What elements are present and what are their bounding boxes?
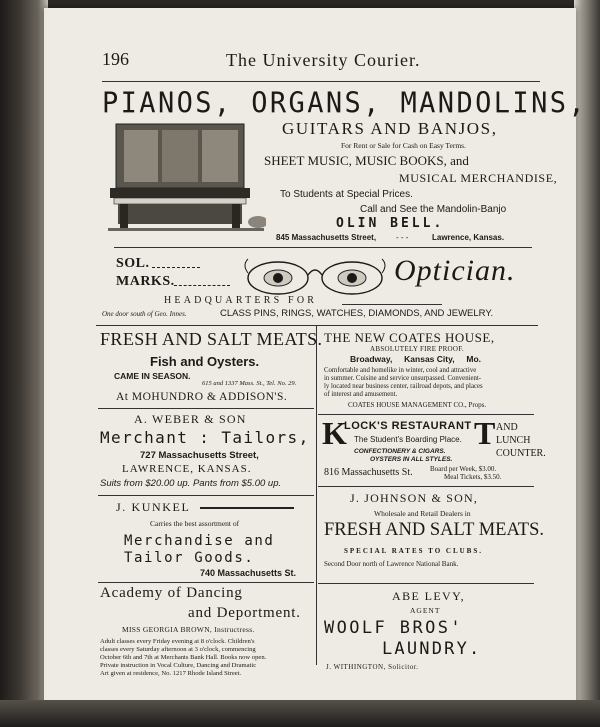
music-city: Lawrence, Kansas.	[432, 233, 505, 242]
klock-and: AND	[496, 422, 518, 433]
levy-firm: WOOLF BROS'	[324, 618, 463, 638]
adjacent-page-edge	[0, 0, 48, 727]
column-divider	[316, 325, 317, 665]
divider-rule	[318, 414, 534, 415]
levy-solicitor: J. WITHINGTON, Solicitor.	[326, 663, 419, 671]
header-rule	[102, 81, 540, 82]
klock-name: LOCK'S RESTAURANT	[344, 420, 472, 432]
optician-name-marks: MARKS.	[116, 274, 175, 289]
klock-tagline: The Student's Boarding Place.	[354, 435, 462, 444]
weber-address: 727 Massachusetts Street,	[140, 450, 259, 461]
johnson-headline: FRESH AND SALT MEATS.	[324, 520, 545, 540]
academy-p2: classes every Saturday afternoon at 3 o'clock, commencing	[100, 646, 256, 653]
kunkel-line1: Merchandise and	[124, 533, 275, 549]
kunkel-rule	[200, 507, 294, 509]
music-proprietor: OLIN BELL.	[336, 216, 445, 231]
book-bottom-shadow	[0, 700, 600, 727]
klock-oysters: OYSTERS IN ALL STYLES.	[370, 456, 453, 463]
levy-agent: AGENT	[410, 606, 441, 615]
music-line-mandolin: Call and See the Mandolin-Banjo	[360, 204, 507, 215]
optician-title: Optician.	[394, 254, 516, 287]
coates-location: Broadway, Kansas City, Mo.	[350, 354, 481, 364]
kunkel-carries: Carries the best assortment of	[150, 519, 240, 528]
weber-trade: Merchant : Tailors,	[100, 428, 310, 447]
divider-rule	[96, 325, 538, 326]
klock-board: Board per Week, $3.00.	[430, 465, 497, 473]
johnson-dealers: Wholesale and Retail Dealers in	[374, 509, 471, 518]
meats-season: CAME IN SEASON.	[114, 371, 191, 381]
eyeglasses-icon	[240, 255, 388, 299]
music-line-sheet: SHEET MUSIC, MUSIC BOOKS, and	[264, 153, 469, 168]
klock-big-t: T	[474, 415, 496, 451]
coates-headline: THE NEW COATES HOUSE,	[324, 330, 495, 345]
optician-headquarters: HEADQUARTERS FOR	[164, 295, 318, 306]
music-rent-line: For Rent or Sale for Cash on Easy Terms.	[341, 141, 466, 150]
meats-address: 615 and 1337 Mass. St., Tel. No. 29.	[202, 380, 297, 387]
klock-counter: COUNTER.	[496, 448, 546, 459]
coates-desc4: of interest and amusement.	[324, 391, 398, 398]
coates-management: COATES HOUSE MANAGEMENT CO., Props.	[348, 401, 487, 409]
optician-name-sol: SOL.	[116, 256, 150, 271]
levy-name: ABE LEVY,	[392, 589, 466, 603]
divider-rule	[98, 495, 314, 496]
kunkel-name: J. KUNKEL	[116, 500, 191, 514]
academy-p4: Private instruction in Vocal Culture, Dancing and Dramatic	[100, 662, 257, 669]
levy-trade: LAUNDRY.	[382, 639, 482, 659]
coates-fireproof: ABSOLUTELY FIRE PROOF.	[370, 345, 464, 353]
music-headline: PIANOS, ORGANS, MANDOLINS,	[102, 87, 588, 120]
klock-lunch: LUNCH	[496, 435, 531, 446]
optician-rule-1	[152, 267, 200, 268]
optician-rule-2	[174, 285, 230, 286]
meats-sub: Fish and Oysters.	[150, 354, 260, 369]
journal-title: The University Courier.	[226, 50, 421, 70]
music-dashes: - - -	[396, 233, 409, 242]
academy-p3: October 6th and 7th at Merchants Bank Hall. Books now open.	[100, 654, 267, 661]
page-number: 196	[102, 49, 129, 69]
academy-instructress: MISS GEORGIA BROWN, Instructress.	[122, 625, 255, 634]
divider-rule	[114, 247, 532, 248]
upright-piano-icon	[106, 118, 266, 234]
meats-headline: FRESH AND SALT MEATS.	[100, 329, 323, 349]
weber-firm: A. WEBER & SON	[134, 412, 247, 426]
optician-flourish	[342, 304, 442, 305]
klock-big-k: K	[322, 415, 347, 451]
academy-line1: Academy of Dancing	[100, 585, 243, 601]
weber-city: LAWRENCE, KANSAS.	[122, 463, 252, 475]
music-address: 845 Massachusetts Street,	[276, 233, 377, 242]
johnson-special: SPECIAL RATES TO CLUBS.	[344, 547, 483, 555]
divider-rule	[318, 486, 534, 487]
coates-desc2: in summer. Cuisine and service unsurpassed. Convenient-	[324, 375, 482, 382]
johnson-firm: J. JOHNSON & SON,	[350, 491, 479, 505]
johnson-location: Second Door north of Lawrence National Bank.	[324, 560, 459, 568]
weber-prices: Suits from $20.00 up. Pants from $5.00 up.	[100, 478, 282, 489]
klock-address: 816 Massachusetts St.	[324, 467, 413, 478]
meats-firm: At MOHUNDRO & ADDISON'S.	[116, 391, 288, 403]
music-subheadline: GUITARS AND BANJOS,	[282, 119, 498, 138]
divider-rule	[98, 408, 314, 409]
klock-meals: Meal Tickets, $3.50.	[444, 473, 502, 481]
divider-rule	[98, 582, 314, 583]
optician-goods: CLASS PINS, RINGS, WATCHES, DIAMONDS, AND JEWELRY.	[220, 308, 494, 319]
coates-desc1: Comfortable and homelike in winter, cool and attractive	[324, 367, 477, 374]
coates-desc3: ly located near business center, railroad depots, and places	[324, 383, 483, 390]
kunkel-address: 740 Massachusetts St.	[200, 568, 297, 578]
optician-location: One door south of Geo. Innes.	[102, 310, 187, 318]
academy-line2: and Deportment.	[188, 605, 301, 621]
document-page	[44, 8, 588, 710]
music-line-students: To Students at Special Prices.	[280, 189, 413, 200]
divider-rule	[318, 583, 534, 584]
academy-p5: Art given at residence, No. 1217 Rhode Island Street.	[100, 670, 242, 677]
academy-p1: Adult classes every Friday evening at 8 o'clock. Children's	[100, 638, 255, 645]
music-line-merchandise: MUSICAL MERCHANDISE,	[399, 171, 558, 185]
klock-confectionery: CONFECTIONERY & CIGARS.	[354, 448, 446, 455]
kunkel-line2: Tailor Goods.	[124, 550, 255, 566]
